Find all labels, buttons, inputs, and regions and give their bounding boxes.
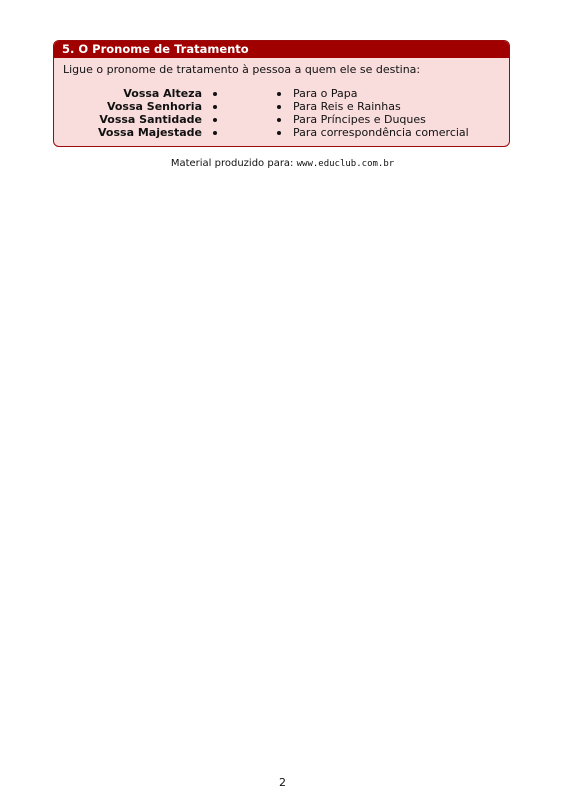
recipient-item: Para o Papa: [293, 87, 358, 100]
pronoun-item: Vossa Majestade: [98, 126, 202, 139]
page-number: 2: [279, 776, 286, 789]
recipient-item: Para Reis e Rainhas: [293, 100, 401, 113]
pronoun-item: Vossa Santidade: [99, 113, 202, 126]
connect-dot[interactable]: [277, 118, 281, 122]
pronoun-list: [54, 87, 202, 139]
connect-dot[interactable]: [277, 105, 281, 109]
footer-url: www.educlub.com.br: [296, 159, 395, 169]
recipient-list: [293, 87, 469, 139]
footer-credit: [0, 157, 565, 171]
connect-dot[interactable]: [277, 131, 281, 135]
recipient-item: Para Príncipes e Duques: [293, 113, 426, 126]
recipient-dots: [277, 87, 281, 139]
exercise-title: 5. O Pronome de Tratamento: [54, 41, 509, 58]
pronoun-dots: [213, 87, 217, 139]
pronoun-item: Vossa Alteza: [123, 87, 202, 100]
connect-dot[interactable]: [213, 118, 217, 122]
connect-dot[interactable]: [213, 131, 217, 135]
connect-dot[interactable]: [213, 105, 217, 109]
exercise-instruction: Ligue o pronome de tratamento à pessoa a quem ele se destina:: [63, 63, 421, 76]
connect-dot[interactable]: [277, 92, 281, 96]
pronoun-item: Vossa Senhoria: [106, 100, 202, 113]
recipient-item: Para correspondência comercial: [293, 126, 469, 139]
footer-label: Material produzido para:: [170, 158, 294, 169]
connect-dot[interactable]: [213, 92, 217, 96]
exercise-box: [53, 40, 510, 147]
